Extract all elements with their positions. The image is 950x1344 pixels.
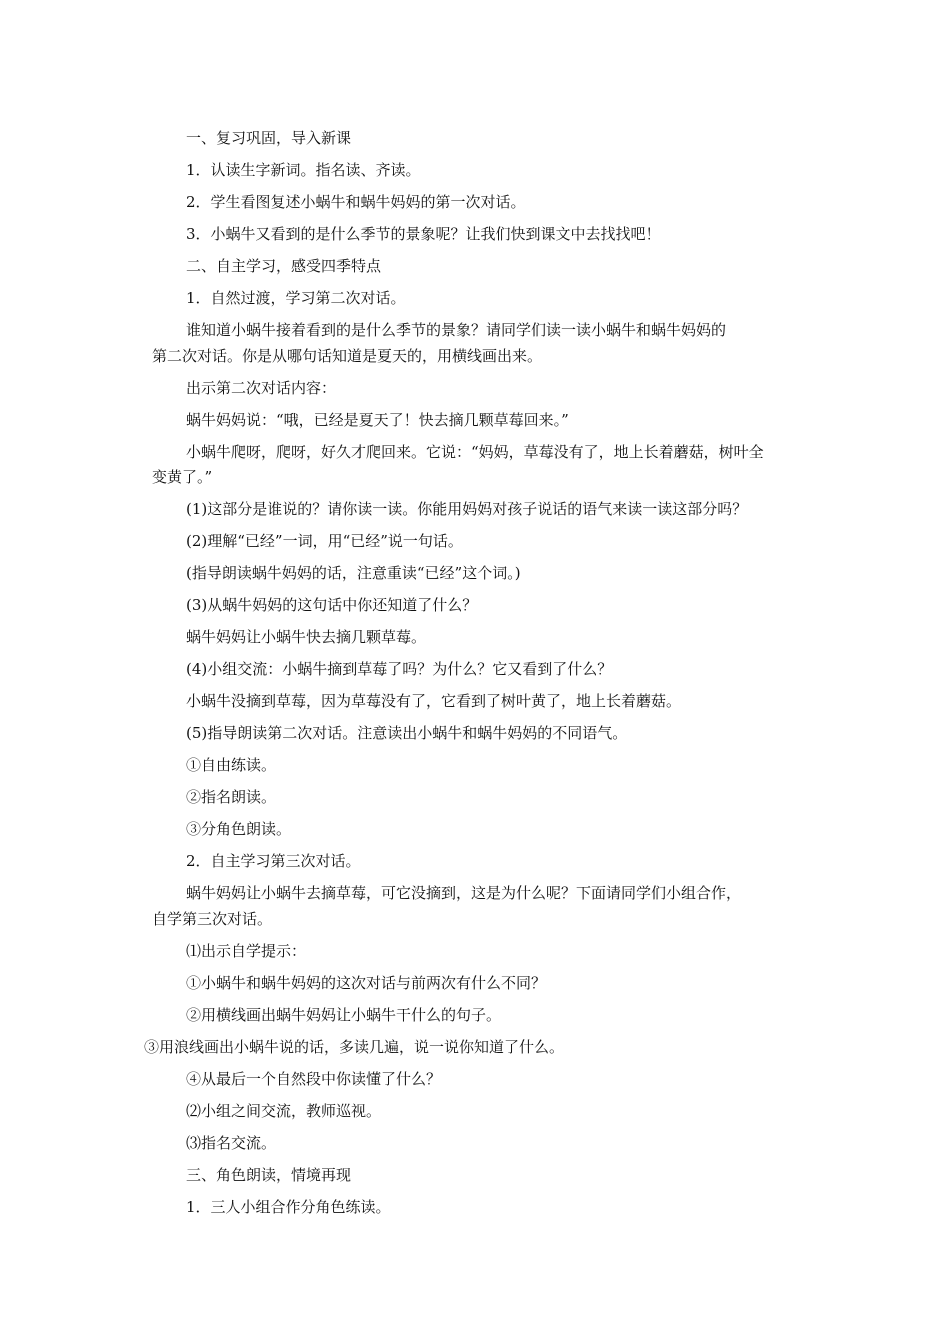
paragraph: (指导朗读蜗牛妈妈的话，注意重读“已经”这个词。)	[186, 564, 521, 582]
paragraph: (5)指导朗读第二次对话。注意读出小蜗牛和蜗牛妈妈的不同语气。	[186, 724, 628, 742]
paragraph: ⑵小组之间交流，教师巡视。	[186, 1102, 382, 1120]
subheading: 2．自主学习第三次对话。	[186, 852, 361, 870]
list-item: ③分角色朗读。	[186, 820, 292, 838]
subheading: 1．自然过渡，学习第二次对话。	[186, 289, 406, 307]
list-item: ②指名朗读。	[186, 788, 277, 806]
paragraph: 小蜗牛没摘到草莓，因为草莓没有了，它看到了树叶黄了，地上长着蘑菇。	[186, 692, 682, 710]
paragraph: 蜗牛妈妈说：“哦，已经是夏天了！快去摘几颗草莓回来。”	[186, 411, 569, 429]
paragraph: (3)从蜗牛妈妈的这句话中你还知道了什么？	[186, 596, 478, 614]
paragraph: 出示第二次对话内容：	[186, 379, 337, 397]
paragraph: 蜗牛妈妈让小蜗牛去摘草莓，可它没摘到，这是为什么呢？下面请同学们小组合作，	[186, 884, 742, 902]
paragraph-continuation: 变黄了。”	[152, 468, 213, 486]
paragraph: ⑴出示自学提示：	[186, 942, 307, 960]
section-heading-1: 一、复习巩固，导入新课	[186, 129, 352, 147]
paragraph: ⑶指名交流。	[186, 1134, 277, 1152]
list-item: ②用横线画出蜗牛妈妈让小蜗牛干什么的句子。	[186, 1006, 502, 1024]
section-heading-3: 三、角色朗读，情境再现	[186, 1166, 352, 1184]
paragraph: (2)理解“已经”一词，用“已经”说一句话。	[186, 532, 463, 550]
paragraph: (1)这部分是谁说的？请你读一读。你能用妈妈对孩子说话的语气来读一读这部分吗？	[186, 500, 748, 518]
list-item: ①自由练读。	[186, 756, 277, 774]
section-heading-2: 二、自主学习，感受四季特点	[186, 257, 382, 275]
paragraph: 小蜗牛爬呀，爬呀，好久才爬回来。它说：“妈妈，草莓没有了，地上长着蘑菇，树叶全	[186, 443, 764, 461]
paragraph-continuation: 自学第三次对话。	[152, 910, 273, 928]
paragraph: 1．三人小组合作分角色练读。	[186, 1198, 391, 1216]
paragraph: (4)小组交流：小蜗牛摘到草莓了吗？为什么？它又看到了什么？	[186, 660, 613, 678]
paragraph: 2．学生看图复述小蜗牛和蜗牛妈妈的第一次对话。	[186, 193, 526, 211]
paragraph: 谁知道小蜗牛接着看到的是什么季节的景象？请同学们读一读小蜗牛和蜗牛妈妈的	[186, 321, 727, 339]
list-item: ④从最后一个自然段中你读懂了什么？	[186, 1070, 442, 1088]
paragraph: 蜗牛妈妈让小蜗牛快去摘几颗草莓。	[186, 628, 427, 646]
list-item: ③用浪线画出小蜗牛说的话，多读几遍，说一说你知道了什么。	[144, 1038, 565, 1056]
paragraph: 3．小蜗牛又看到的是什么季节的景象呢？让我们快到课文中去找找吧！	[186, 225, 661, 243]
paragraph-continuation: 第二次对话。你是从哪句话知道是夏天的，用横线画出来。	[152, 347, 543, 365]
list-item: ①小蜗牛和蜗牛妈妈的这次对话与前两次有什么不同？	[186, 974, 547, 992]
paragraph: 1．认读生字新词。指名读、齐读。	[186, 161, 421, 179]
